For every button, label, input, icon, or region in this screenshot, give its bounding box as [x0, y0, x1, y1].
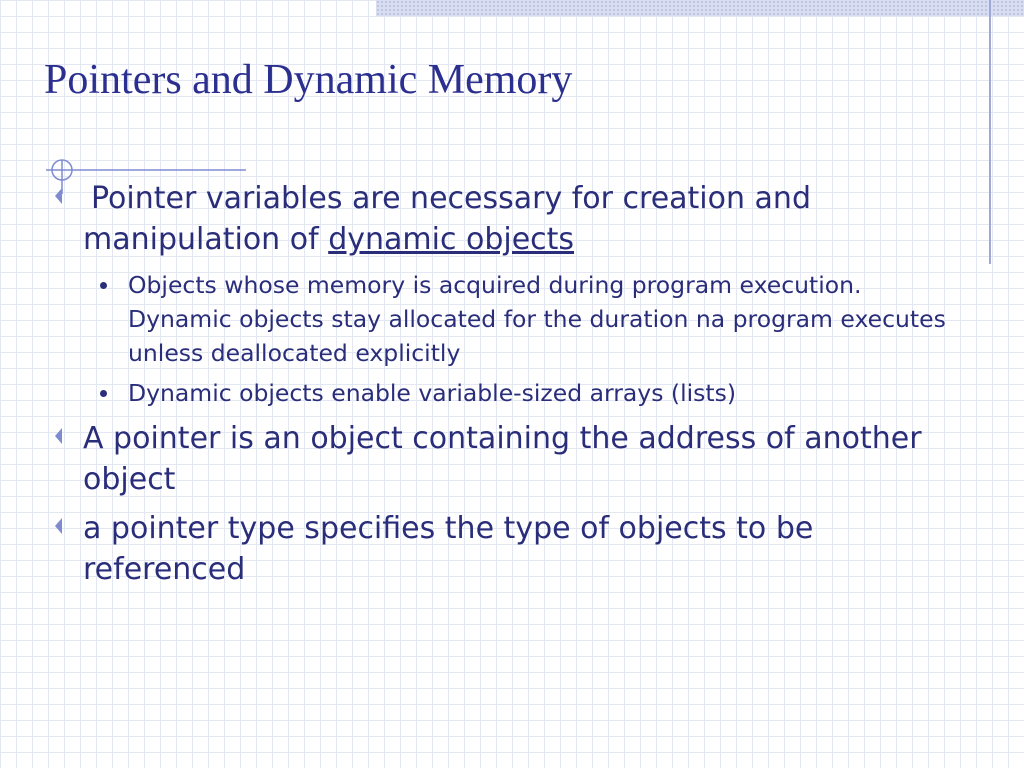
bullet-item [60, 178, 960, 260]
sub-bullet-text: Dynamic objects enable variable-sized arrays (lists) [128, 379, 737, 407]
bullet-item [60, 508, 960, 590]
sub-bullet-item [60, 268, 960, 370]
triangle-left-icon [52, 186, 64, 206]
bullet-text: A pointer is an object containing the address of another object [83, 421, 922, 497]
dynamic-objects-link[interactable]: dynamic objects [328, 222, 575, 257]
slide-body [60, 178, 960, 598]
dot-icon [100, 390, 107, 397]
triangle-left-icon [52, 426, 64, 446]
bullet-item [60, 418, 960, 500]
top-decorative-band [376, 0, 1024, 16]
bullet-text: a pointer type specifies the type of objects to be referenced [83, 511, 814, 587]
sub-bullet-text: Objects whose memory is acquired during program execution. Dynamic objects stay allocated for the duration na program executes unless deallocated explicitly [128, 271, 946, 367]
bullet-text: Pointer variables are necessary for creation and manipulation of [83, 181, 811, 257]
triangle-left-icon [52, 516, 64, 536]
slide-title: Pointers and Dynamic Memory [44, 57, 573, 103]
sub-bullet-item [60, 376, 960, 410]
sub-bullet-list [60, 268, 960, 410]
dot-icon [100, 282, 107, 289]
right-vertical-rule [989, 0, 991, 264]
